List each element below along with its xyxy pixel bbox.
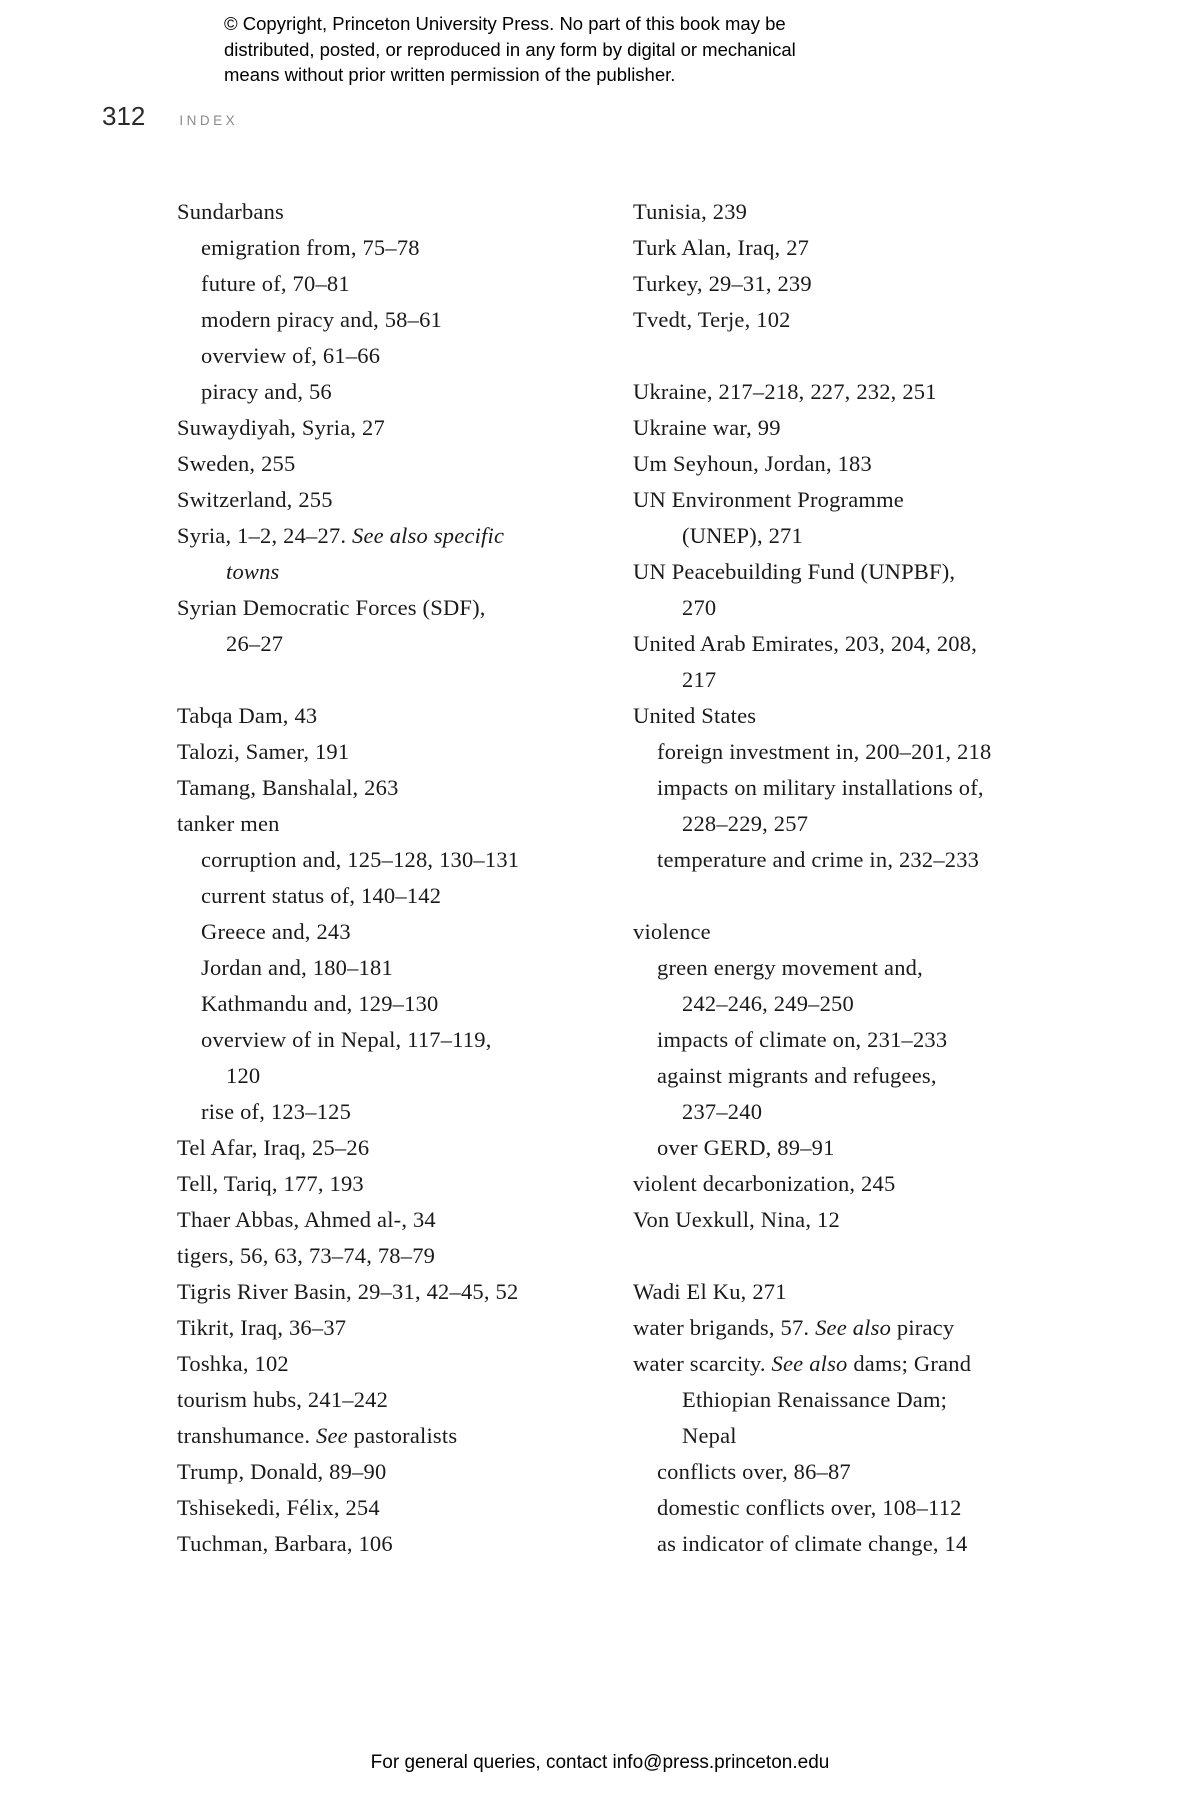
index-text: Sundarbans bbox=[177, 199, 284, 224]
index-line bbox=[177, 194, 607, 230]
index-line bbox=[633, 446, 1063, 482]
index-line bbox=[177, 806, 607, 842]
index-line bbox=[633, 1490, 1063, 1526]
index-line bbox=[177, 230, 607, 266]
index-line bbox=[177, 698, 607, 734]
footer-contact: For general queries, contact info@press.princeton.edu bbox=[370, 1752, 830, 1773]
index-text: modern piracy and, 58–61 bbox=[201, 307, 442, 332]
index-line bbox=[633, 734, 1063, 770]
index-text: piracy and, 56 bbox=[201, 379, 332, 404]
index-line bbox=[633, 1058, 1063, 1094]
index-line bbox=[177, 1238, 607, 1274]
index-line bbox=[633, 1454, 1063, 1490]
index-line bbox=[177, 770, 607, 806]
index-text: impacts on military installations of, bbox=[657, 775, 984, 800]
index-text: Tabqa Dam, 43 bbox=[177, 703, 318, 728]
copyright-line: © Copyright, Princeton University Press. No part of this book may be bbox=[224, 13, 786, 34]
index-line bbox=[633, 698, 1063, 734]
index-text: Tshisekedi, Félix, 254 bbox=[177, 1495, 380, 1520]
index-text: Nepal bbox=[682, 1423, 737, 1448]
index-text: pastoralists bbox=[347, 1423, 458, 1448]
index-line bbox=[633, 518, 1063, 554]
index-text: Syria, 1–2, 24–27. bbox=[177, 523, 353, 548]
index-line bbox=[177, 1274, 607, 1310]
index-text: 217 bbox=[682, 667, 717, 692]
index-line bbox=[633, 374, 1063, 410]
index-text: Tuchman, Barbara, 106 bbox=[177, 1531, 393, 1556]
index-text: Tel Afar, Iraq, 25–26 bbox=[177, 1135, 370, 1160]
index-line bbox=[633, 1526, 1063, 1562]
index-cross-reference: See also specific bbox=[352, 523, 505, 548]
index-gap bbox=[633, 878, 1063, 914]
index-gap bbox=[633, 1238, 1063, 1274]
index-column-right bbox=[633, 194, 1063, 1562]
index-column-left bbox=[177, 194, 607, 1562]
index-line bbox=[633, 1274, 1063, 1310]
index-text: current status of, 140–142 bbox=[201, 883, 442, 908]
index-text: 120 bbox=[226, 1063, 261, 1088]
index-text: United Arab Emirates, 203, 204, 208, bbox=[633, 631, 978, 656]
index-line bbox=[633, 662, 1063, 698]
index-line bbox=[633, 986, 1063, 1022]
index-text: Ukraine, 217–218, 227, 232, 251 bbox=[633, 379, 937, 404]
index-text: Tikrit, Iraq, 36–37 bbox=[177, 1315, 347, 1340]
index-line bbox=[633, 1382, 1063, 1418]
index-line bbox=[177, 1202, 607, 1238]
index-text: Thaer Abbas, Ahmed al-, 34 bbox=[177, 1207, 436, 1232]
index-text: Turkey, 29–31, 239 bbox=[633, 271, 812, 296]
index-line bbox=[633, 1166, 1063, 1202]
index-line bbox=[177, 626, 607, 662]
index-text: 228–229, 257 bbox=[682, 811, 809, 836]
index-text: Toshka, 102 bbox=[177, 1351, 289, 1376]
index-text: Turk Alan, Iraq, 27 bbox=[633, 235, 810, 260]
index-text: over GERD, 89–91 bbox=[657, 1135, 835, 1160]
index-text: domestic conflicts over, 108–112 bbox=[657, 1495, 962, 1520]
index-text: UN Peacebuilding Fund (UNPBF), bbox=[633, 559, 956, 584]
index-line bbox=[177, 590, 607, 626]
index-line bbox=[177, 1454, 607, 1490]
index-line bbox=[177, 1418, 607, 1454]
index-text: violent decarbonization, 245 bbox=[633, 1171, 896, 1196]
index-text: corruption and, 125–128, 130–131 bbox=[201, 847, 520, 872]
index-text: 237–240 bbox=[682, 1099, 763, 1124]
index-line bbox=[177, 338, 607, 374]
index-line bbox=[177, 410, 607, 446]
index-line bbox=[177, 1166, 607, 1202]
index-text: 242–246, 249–250 bbox=[682, 991, 854, 1016]
index-text: water scarcity. bbox=[633, 1351, 772, 1376]
index-line bbox=[177, 374, 607, 410]
index-text: Tvedt, Terje, 102 bbox=[633, 307, 791, 332]
index-line bbox=[177, 842, 607, 878]
index-line bbox=[177, 986, 607, 1022]
index-text: Um Seyhoun, Jordan, 183 bbox=[633, 451, 872, 476]
index-line bbox=[177, 446, 607, 482]
index-line bbox=[177, 1130, 607, 1166]
index-text: Syrian Democratic Forces (SDF), bbox=[177, 595, 486, 620]
index-gap bbox=[177, 662, 607, 698]
index-text: Tigris River Basin, 29–31, 42–45, 52 bbox=[177, 1279, 519, 1304]
index-text: Tunisia, 239 bbox=[633, 199, 748, 224]
index-text: against migrants and refugees, bbox=[657, 1063, 937, 1088]
index-line bbox=[633, 1310, 1063, 1346]
copyright-line: means without prior written permission of the publisher. bbox=[224, 64, 676, 85]
index-line bbox=[633, 230, 1063, 266]
section-title: INDEX bbox=[179, 113, 239, 128]
index-line bbox=[177, 1382, 607, 1418]
page-number: 312 bbox=[102, 101, 146, 131]
page-header bbox=[102, 101, 238, 132]
index-text: Tamang, Banshalal, 263 bbox=[177, 775, 399, 800]
index-text: future of, 70–81 bbox=[201, 271, 350, 296]
index-text: water brigands, 57. bbox=[633, 1315, 816, 1340]
index-text: UN Environment Programme bbox=[633, 487, 904, 512]
index-text: violence bbox=[633, 919, 711, 944]
index-text: Talozi, Samer, 191 bbox=[177, 739, 350, 764]
index-text: Suwaydiyah, Syria, 27 bbox=[177, 415, 385, 440]
copyright-notice bbox=[224, 11, 796, 88]
index-line bbox=[633, 806, 1063, 842]
index-text: Von Uexkull, Nina, 12 bbox=[633, 1207, 840, 1232]
index-line bbox=[633, 410, 1063, 446]
index-line bbox=[177, 302, 607, 338]
index-line bbox=[177, 1310, 607, 1346]
index-text: United States bbox=[633, 703, 757, 728]
index-line bbox=[633, 1130, 1063, 1166]
index-text: foreign investment in, 200–201, 218 bbox=[657, 739, 992, 764]
index-line bbox=[177, 518, 607, 554]
index-text: emigration from, 75–78 bbox=[201, 235, 420, 260]
index-line bbox=[633, 590, 1063, 626]
index-text: Jordan and, 180–181 bbox=[201, 955, 393, 980]
copyright-line: distributed, posted, or reproduced in any form by digital or mechanical bbox=[224, 38, 796, 60]
index-cross-reference: See bbox=[316, 1423, 348, 1448]
index-text: 26–27 bbox=[226, 631, 284, 656]
index-text: Ethiopian Renaissance Dam; bbox=[682, 1387, 948, 1412]
index-text: green energy movement and, bbox=[657, 955, 923, 980]
index-text: tigers, 56, 63, 73–74, 78–79 bbox=[177, 1243, 436, 1268]
index-line bbox=[177, 1058, 607, 1094]
index-text: Sweden, 255 bbox=[177, 451, 296, 476]
index-text: overview of, 61–66 bbox=[201, 343, 381, 368]
index-line bbox=[633, 266, 1063, 302]
index-cross-reference: See also bbox=[815, 1315, 892, 1340]
index-line bbox=[177, 950, 607, 986]
index-text: Greece and, 243 bbox=[201, 919, 351, 944]
index-line bbox=[633, 842, 1063, 878]
index-text: tanker men bbox=[177, 811, 280, 836]
index-line bbox=[633, 914, 1063, 950]
index-line bbox=[633, 482, 1063, 518]
index-cross-reference: towns bbox=[226, 559, 280, 584]
index-text: Trump, Donald, 89–90 bbox=[177, 1459, 387, 1484]
index-text: piracy bbox=[891, 1315, 955, 1340]
index-text: 270 bbox=[682, 595, 717, 620]
index-line bbox=[633, 1094, 1063, 1130]
index-line bbox=[177, 878, 607, 914]
index-line bbox=[177, 1490, 607, 1526]
index-line bbox=[633, 554, 1063, 590]
index-text: overview of in Nepal, 117–119, bbox=[201, 1027, 492, 1052]
index-gap bbox=[633, 338, 1063, 374]
index-text: Ukraine war, 99 bbox=[633, 415, 781, 440]
index-text: tourism hubs, 241–242 bbox=[177, 1387, 389, 1412]
index-text: Switzerland, 255 bbox=[177, 487, 333, 512]
index-line bbox=[633, 1346, 1063, 1382]
index-line bbox=[633, 1418, 1063, 1454]
index-line bbox=[177, 266, 607, 302]
index-line bbox=[177, 1526, 607, 1562]
index-line bbox=[633, 626, 1063, 662]
index-line bbox=[177, 1094, 607, 1130]
index-line bbox=[177, 482, 607, 518]
index-line bbox=[633, 950, 1063, 986]
index-line bbox=[177, 554, 607, 590]
index-text: Wadi El Ku, 271 bbox=[633, 1279, 787, 1304]
index-line bbox=[177, 1346, 607, 1382]
index-line bbox=[633, 770, 1063, 806]
index-text: Tell, Tariq, 177, 193 bbox=[177, 1171, 364, 1196]
index-line bbox=[177, 914, 607, 950]
index-text: dams; Grand bbox=[847, 1351, 972, 1376]
index-text: Kathmandu and, 129–130 bbox=[201, 991, 439, 1016]
index-text: rise of, 123–125 bbox=[201, 1099, 352, 1124]
index-text: conflicts over, 86–87 bbox=[657, 1459, 851, 1484]
index-text: transhumance. bbox=[177, 1423, 316, 1448]
index-line bbox=[177, 1022, 607, 1058]
index-text: temperature and crime in, 232–233 bbox=[657, 847, 980, 872]
index-line bbox=[633, 1022, 1063, 1058]
index-text: (UNEP), 271 bbox=[682, 523, 803, 548]
index-line bbox=[633, 302, 1063, 338]
index-text: impacts of climate on, 231–233 bbox=[657, 1027, 948, 1052]
index-cross-reference: See also bbox=[771, 1351, 848, 1376]
index-line bbox=[177, 734, 607, 770]
index-line bbox=[633, 1202, 1063, 1238]
index-text: as indicator of climate change, 14 bbox=[657, 1531, 968, 1556]
index-line bbox=[633, 194, 1063, 230]
